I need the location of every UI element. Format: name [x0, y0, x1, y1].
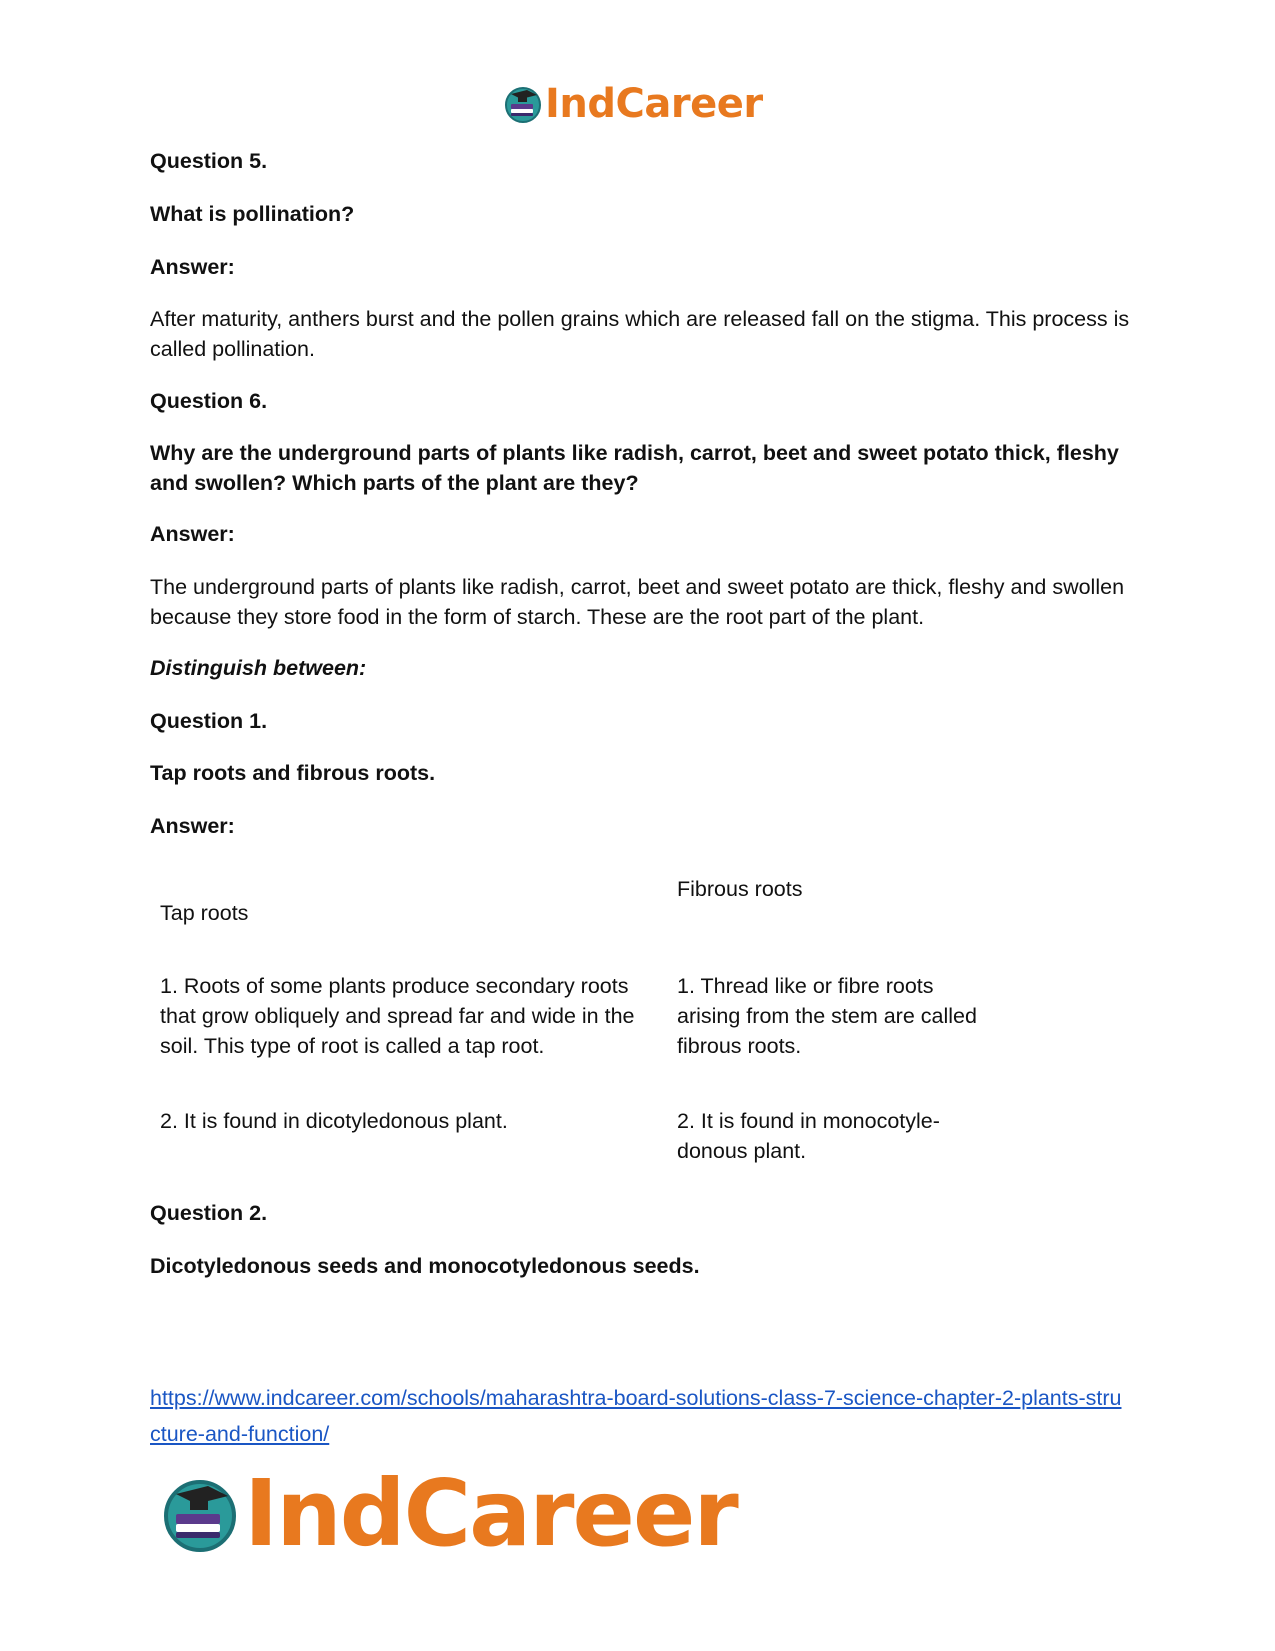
dq1-answer-label: Answer: [150, 814, 235, 838]
header-logo-text: IndCareer [545, 81, 763, 127]
table-cell-r2-c2: 2. It is found in monocotyle-donous plant. [677, 1109, 940, 1163]
source-url-link[interactable]: https://www.indcareer.com/schools/maharashtra-board-solutions-class-7-science-chapter-2-plants-structure-and-function/ [150, 1386, 1122, 1446]
footer-logo-text: IndCareer [244, 1460, 737, 1567]
q5-answer: After maturity, anthers burst and the pollen grains which are released fall on the stigma. This process is called pollination. [150, 307, 1130, 361]
q5-question: What is pollination? [150, 202, 355, 226]
footer-logo [160, 1460, 737, 1567]
table-cell-r2-c1: 2. It is found in dicotyledonous plant. [160, 1109, 508, 1133]
dq2-question: Dicotyledonous seeds and monocotyledonous seeds. [150, 1254, 700, 1278]
q6-answer: The underground parts of plants like radish, carrot, beet and sweet potato are thick, fleshy and swollen because they store food in the form of starch. These are the root part of the plant. [150, 575, 1125, 629]
table-header-tap-roots: Tap roots [160, 901, 249, 925]
globe-book-icon [503, 84, 543, 124]
table-cell-r1-c1: 1. Roots of some plants produce secondary roots that grow obliquely and spread far and wide in the soil. This type of root is called a tap root. [160, 974, 635, 1058]
table-cell-r1-c2: 1. Thread like or fibre roots arising from the stem are called fibrous roots. [677, 974, 977, 1058]
q5-heading: Question 5. [150, 149, 268, 173]
q5-answer-label: Answer: [150, 255, 235, 279]
dq1-question: Tap roots and fibrous roots. [150, 761, 436, 785]
table-header-fibrous-roots: Fibrous roots [677, 877, 803, 901]
distinguish-heading: Distinguish between: [150, 656, 367, 680]
dq1-heading: Question 1. [150, 709, 268, 733]
dq2-heading: Question 2. [150, 1201, 268, 1225]
q6-heading: Question 6. [150, 389, 268, 413]
header-logo [503, 80, 763, 128]
q6-answer-label: Answer: [150, 522, 235, 546]
globe-book-icon [160, 1474, 240, 1554]
q6-question: Why are the underground parts of plants like radish, carrot, beet and sweet potato thick, fleshy and swollen? Which parts of the plant are they? [150, 441, 1119, 495]
